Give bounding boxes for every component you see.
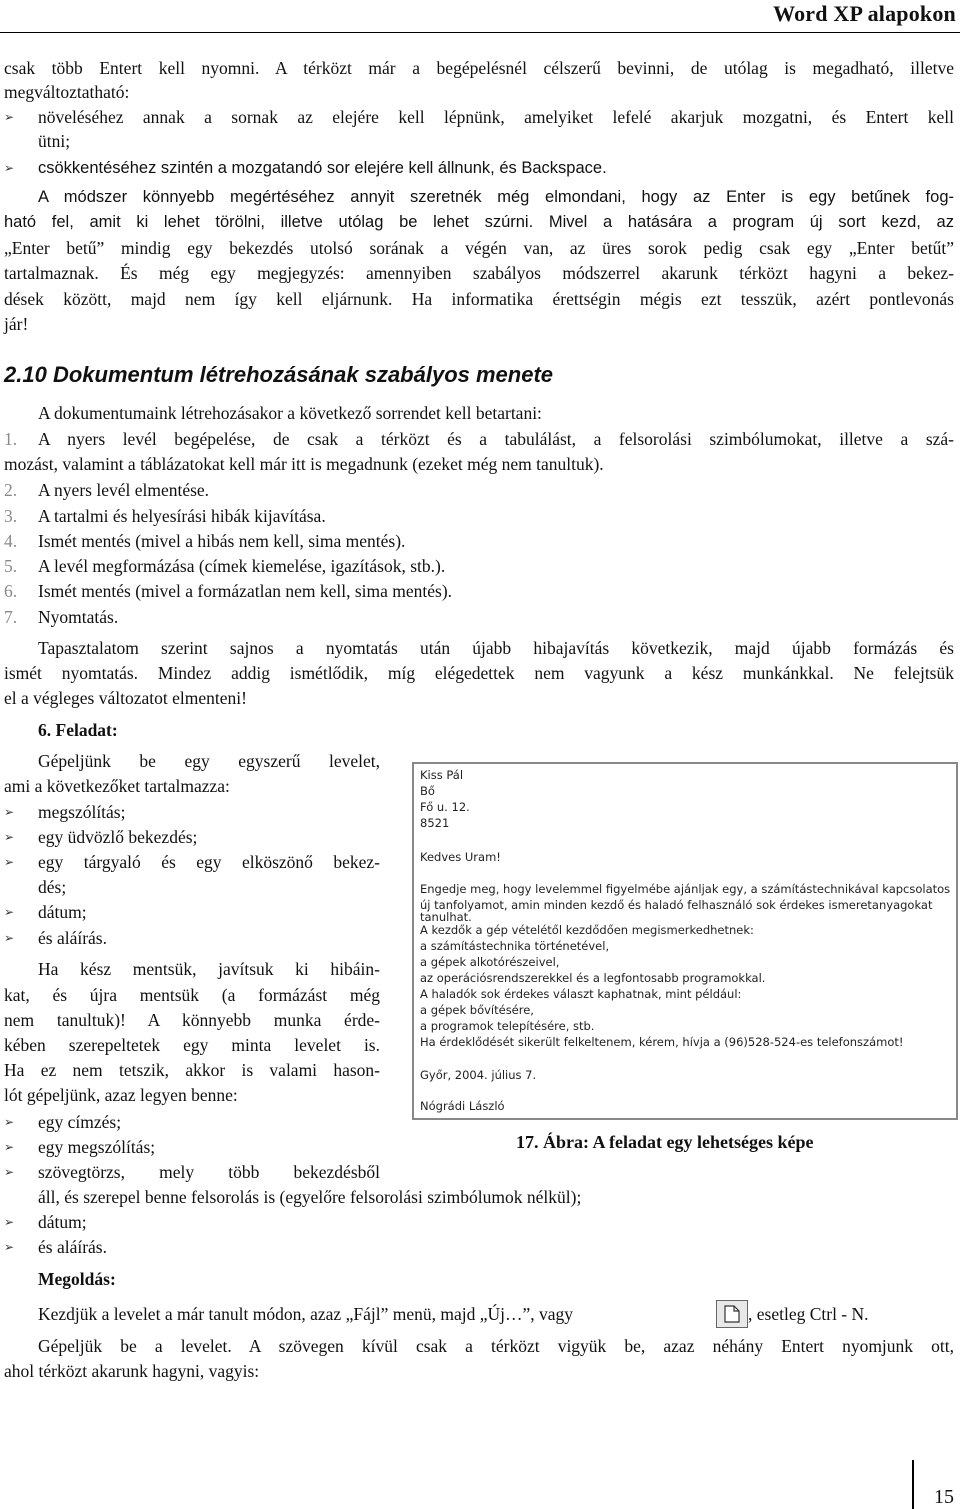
letter-line: Kiss Pál bbox=[420, 768, 464, 782]
letter-line: Fő u. 12. bbox=[420, 800, 470, 814]
steps-intro: A dokumentumaink létrehozásakor a következő sorrendet kell betartani: bbox=[38, 403, 542, 423]
page-header bbox=[0, 0, 960, 33]
task-paragraph: kat, és újra mentsük (a formázást még bbox=[4, 985, 380, 1005]
letter-line: Nógrádi László bbox=[420, 1099, 505, 1113]
letter-line: az operációsrendszerekkel és a legfontosabb programokkal. bbox=[420, 971, 766, 985]
task-item: megszólítás; bbox=[38, 802, 126, 822]
letter-line: Kedves Uram! bbox=[420, 850, 501, 864]
paragraph-line: megváltoztatható: bbox=[4, 82, 130, 102]
paragraph-line: el a végleges változatot elmenteni! bbox=[4, 688, 247, 708]
task-heading: 6. Feladat: bbox=[38, 720, 118, 740]
letter-line: a gépek bővítésére, bbox=[420, 1003, 534, 1017]
paragraph-line: „Enter betű” mindig egy bekezdés utolsó sorának a végén van, az üres sorok pedig csak egy „Enter betűt” bbox=[4, 238, 954, 258]
step-text: A levél megformázása (címek kiemelése, igazítások, stb.). bbox=[38, 556, 446, 576]
task-paragraph: kében szerepeltetek egy minta levelet is. bbox=[4, 1035, 380, 1055]
task-paragraph: nem tanultuk)! A könnyebb munka érde- bbox=[4, 1010, 380, 1030]
bullet-item: csökkentéséhez szintén a mozgatandó sor elejére kell állnunk, és Backspace. bbox=[38, 159, 607, 177]
step-text-cont: mozást, valamint a táblázatokat kell már itt is megadnunk (ezeket még nem tanultuk). bbox=[4, 454, 604, 474]
step-text: A nyers levél elmentése. bbox=[38, 480, 210, 500]
step-number: 2. bbox=[4, 480, 18, 500]
letter-line: A haladók sok érdekes választ kaphatnak, mint például: bbox=[420, 987, 742, 1001]
bullet-arrow-icon: ➢ bbox=[4, 1140, 15, 1154]
page-number: 15 bbox=[934, 1486, 954, 1508]
task-paragraph: Ha ez nem tetszik, akkor is valami hason- bbox=[4, 1060, 380, 1080]
section-number: 2.10 bbox=[4, 362, 47, 387]
figure-caption: 17. Ábra: A feladat egy lehetséges képe bbox=[516, 1132, 814, 1152]
step-text: Nyomtatás. bbox=[38, 607, 119, 627]
solution-paragraph: Gépeljük be a levelet. A szövegen kívül csak a térközt vigyük be, azaz néhány Entert nyomjunk ott, bbox=[38, 1336, 954, 1356]
letter-line: tanulhat. bbox=[420, 910, 472, 924]
bullet-arrow-icon: ➢ bbox=[4, 830, 15, 844]
letter-figure bbox=[412, 762, 958, 1120]
task-item: és aláírás. bbox=[38, 928, 107, 948]
letter-line: Győr, 2004. július 7. bbox=[420, 1068, 537, 1082]
task-intro: ami a következőket tartalmazza: bbox=[4, 776, 230, 796]
letter-line: a számítástechnika történetével, bbox=[420, 939, 610, 953]
bullet-item: növeléséhez annak a sornak az elejére kell lépnünk, amelyiket lefelé akarjuk mozgatni, és Entert kell bbox=[38, 107, 954, 127]
header-title: Word XP alapokon bbox=[773, 1, 956, 26]
solution-heading: Megoldás: bbox=[38, 1269, 116, 1289]
step-number: 1. bbox=[4, 429, 18, 449]
step-text: A nyers levél begépelése, de csak a térközt és a tabulálást, a felsorolási szimbólumokat, illetve a szá- bbox=[38, 429, 954, 449]
section-heading bbox=[4, 362, 553, 388]
step-number: 6. bbox=[4, 581, 18, 601]
letter-line: a programok telepítésére, stb. bbox=[420, 1019, 595, 1033]
letter-line: Engedje meg, hogy levelemmel figyelmébe ajánljak egy, a számítástechnikával kapcsolatos bbox=[420, 882, 951, 896]
step-text: Ismét mentés (mivel a formázatlan nem kell, sima mentés). bbox=[38, 581, 453, 601]
task-item: egy tárgyaló és egy elköszönő bekez- bbox=[38, 852, 380, 872]
solution-text: Kezdjük a levelet a már tanult módon, azaz „Fájl” menü, majd „Új…”, vagy bbox=[38, 1304, 574, 1324]
new-document-icon bbox=[724, 1305, 740, 1323]
letter-line: Bő bbox=[420, 784, 435, 798]
bullet-arrow-icon: ➢ bbox=[4, 1240, 15, 1254]
bullet-arrow-icon: ➢ bbox=[4, 161, 15, 175]
new-document-button[interactable] bbox=[716, 1300, 748, 1328]
bullet-arrow-icon: ➢ bbox=[4, 855, 15, 869]
paragraph-line: csak több Entert kell nyomni. A térközt már a begépelésnél célszerű bevinni, de utólag is megadható, illetve bbox=[4, 58, 954, 78]
task-intro: Gépeljünk be egy egyszerű levelet, bbox=[38, 751, 380, 771]
bullet-arrow-icon: ➢ bbox=[4, 931, 15, 945]
bullet-arrow-icon: ➢ bbox=[4, 1115, 15, 1129]
bullet-arrow-icon: ➢ bbox=[4, 805, 15, 819]
step-text: A tartalmi és helyesírási hibák kijavítása. bbox=[38, 506, 326, 526]
task-item-cont: áll, és szerepel benne felsorolás is (egyelőre felsorolási szimbólumok nélkül); bbox=[38, 1187, 582, 1207]
letter-line: Ha érdeklődését sikerült felkeltenem, kérem, hívja a (96)528-524-es telefonszámot! bbox=[420, 1035, 904, 1049]
step-number: 5. bbox=[4, 556, 18, 576]
step-number: 4. bbox=[4, 531, 18, 551]
paragraph-line: ható fel, amit ki lehet törölni, illetve utólag be lehet szúrni. Mivel a hatására a program új sort kezd, az bbox=[4, 213, 954, 231]
paragraph-line: A módszer könnyebb megértéséhez annyit szeretnék még elmondani, hogy az Enter is egy betűnek fog- bbox=[38, 188, 954, 206]
solution-paragraph: ahol térközt akarunk hagyni, vagyis: bbox=[4, 1361, 260, 1381]
footer-divider bbox=[912, 1460, 914, 1509]
task-item: dátum; bbox=[38, 1212, 87, 1232]
paragraph-line: jár! bbox=[4, 314, 29, 334]
paragraph-line: tartalmaznak. És még egy megjegyzés: amennyiben szabályos módszerrel akarunk térközt hagyni a bekez- bbox=[4, 263, 954, 283]
letter-line: 8521 bbox=[420, 816, 450, 830]
step-number: 7. bbox=[4, 607, 18, 627]
task-item: egy megszólítás; bbox=[38, 1137, 156, 1157]
bullet-item-cont: ütni; bbox=[38, 131, 71, 151]
task-item-cont: dés; bbox=[38, 877, 67, 897]
task-item: szövegtörzs, mely több bekezdésből bbox=[38, 1162, 380, 1182]
solution-text: , esetleg Ctrl - N. bbox=[748, 1304, 869, 1324]
letter-line: új tanfolyamot, amin minden kezdő és haladó felhasználó sok érdekes ismeretanyagokat bbox=[420, 898, 933, 912]
task-paragraph: lót gépeljünk, azaz legyen benne: bbox=[4, 1085, 238, 1105]
paragraph-line: dések között, majd nem így kell eljárnunk. Ha informatika érettségin mégis ezt tesszük, azért pontlevonás bbox=[4, 289, 954, 309]
letter-line: A kezdők a gép vételétől kezdődően megismerkedhetnek: bbox=[420, 923, 754, 937]
step-number: 3. bbox=[4, 506, 18, 526]
section-title: Dokumentum létrehozásának szabályos menete bbox=[52, 362, 554, 387]
paragraph-line: Tapasztalatom szerint sajnos a nyomtatás után újabb hibajavítás következik, majd újabb formázás és bbox=[38, 638, 954, 658]
bullet-arrow-icon: ➢ bbox=[4, 905, 15, 919]
bullet-arrow-icon: ➢ bbox=[4, 1215, 15, 1229]
step-text: Ismét mentés (mivel a hibás nem kell, sima mentés). bbox=[38, 531, 406, 551]
bullet-arrow-icon: ➢ bbox=[4, 110, 15, 124]
task-item: egy címzés; bbox=[38, 1112, 122, 1132]
task-item: és aláírás. bbox=[38, 1237, 107, 1257]
bullet-arrow-icon: ➢ bbox=[4, 1165, 15, 1179]
letter-line: a gépek alkotórészeivel, bbox=[420, 955, 560, 969]
task-paragraph: Ha kész mentsük, javítsuk ki hibáin- bbox=[38, 959, 380, 979]
paragraph-line: ismét nyomtatás. Mindez addig ismétlődik, míg elégedettek nem vagyunk a kész munkánkkal. Ne felejtsük bbox=[4, 663, 954, 683]
task-item: egy üdvözlő bekezdés; bbox=[38, 827, 198, 847]
task-item: dátum; bbox=[38, 902, 87, 922]
